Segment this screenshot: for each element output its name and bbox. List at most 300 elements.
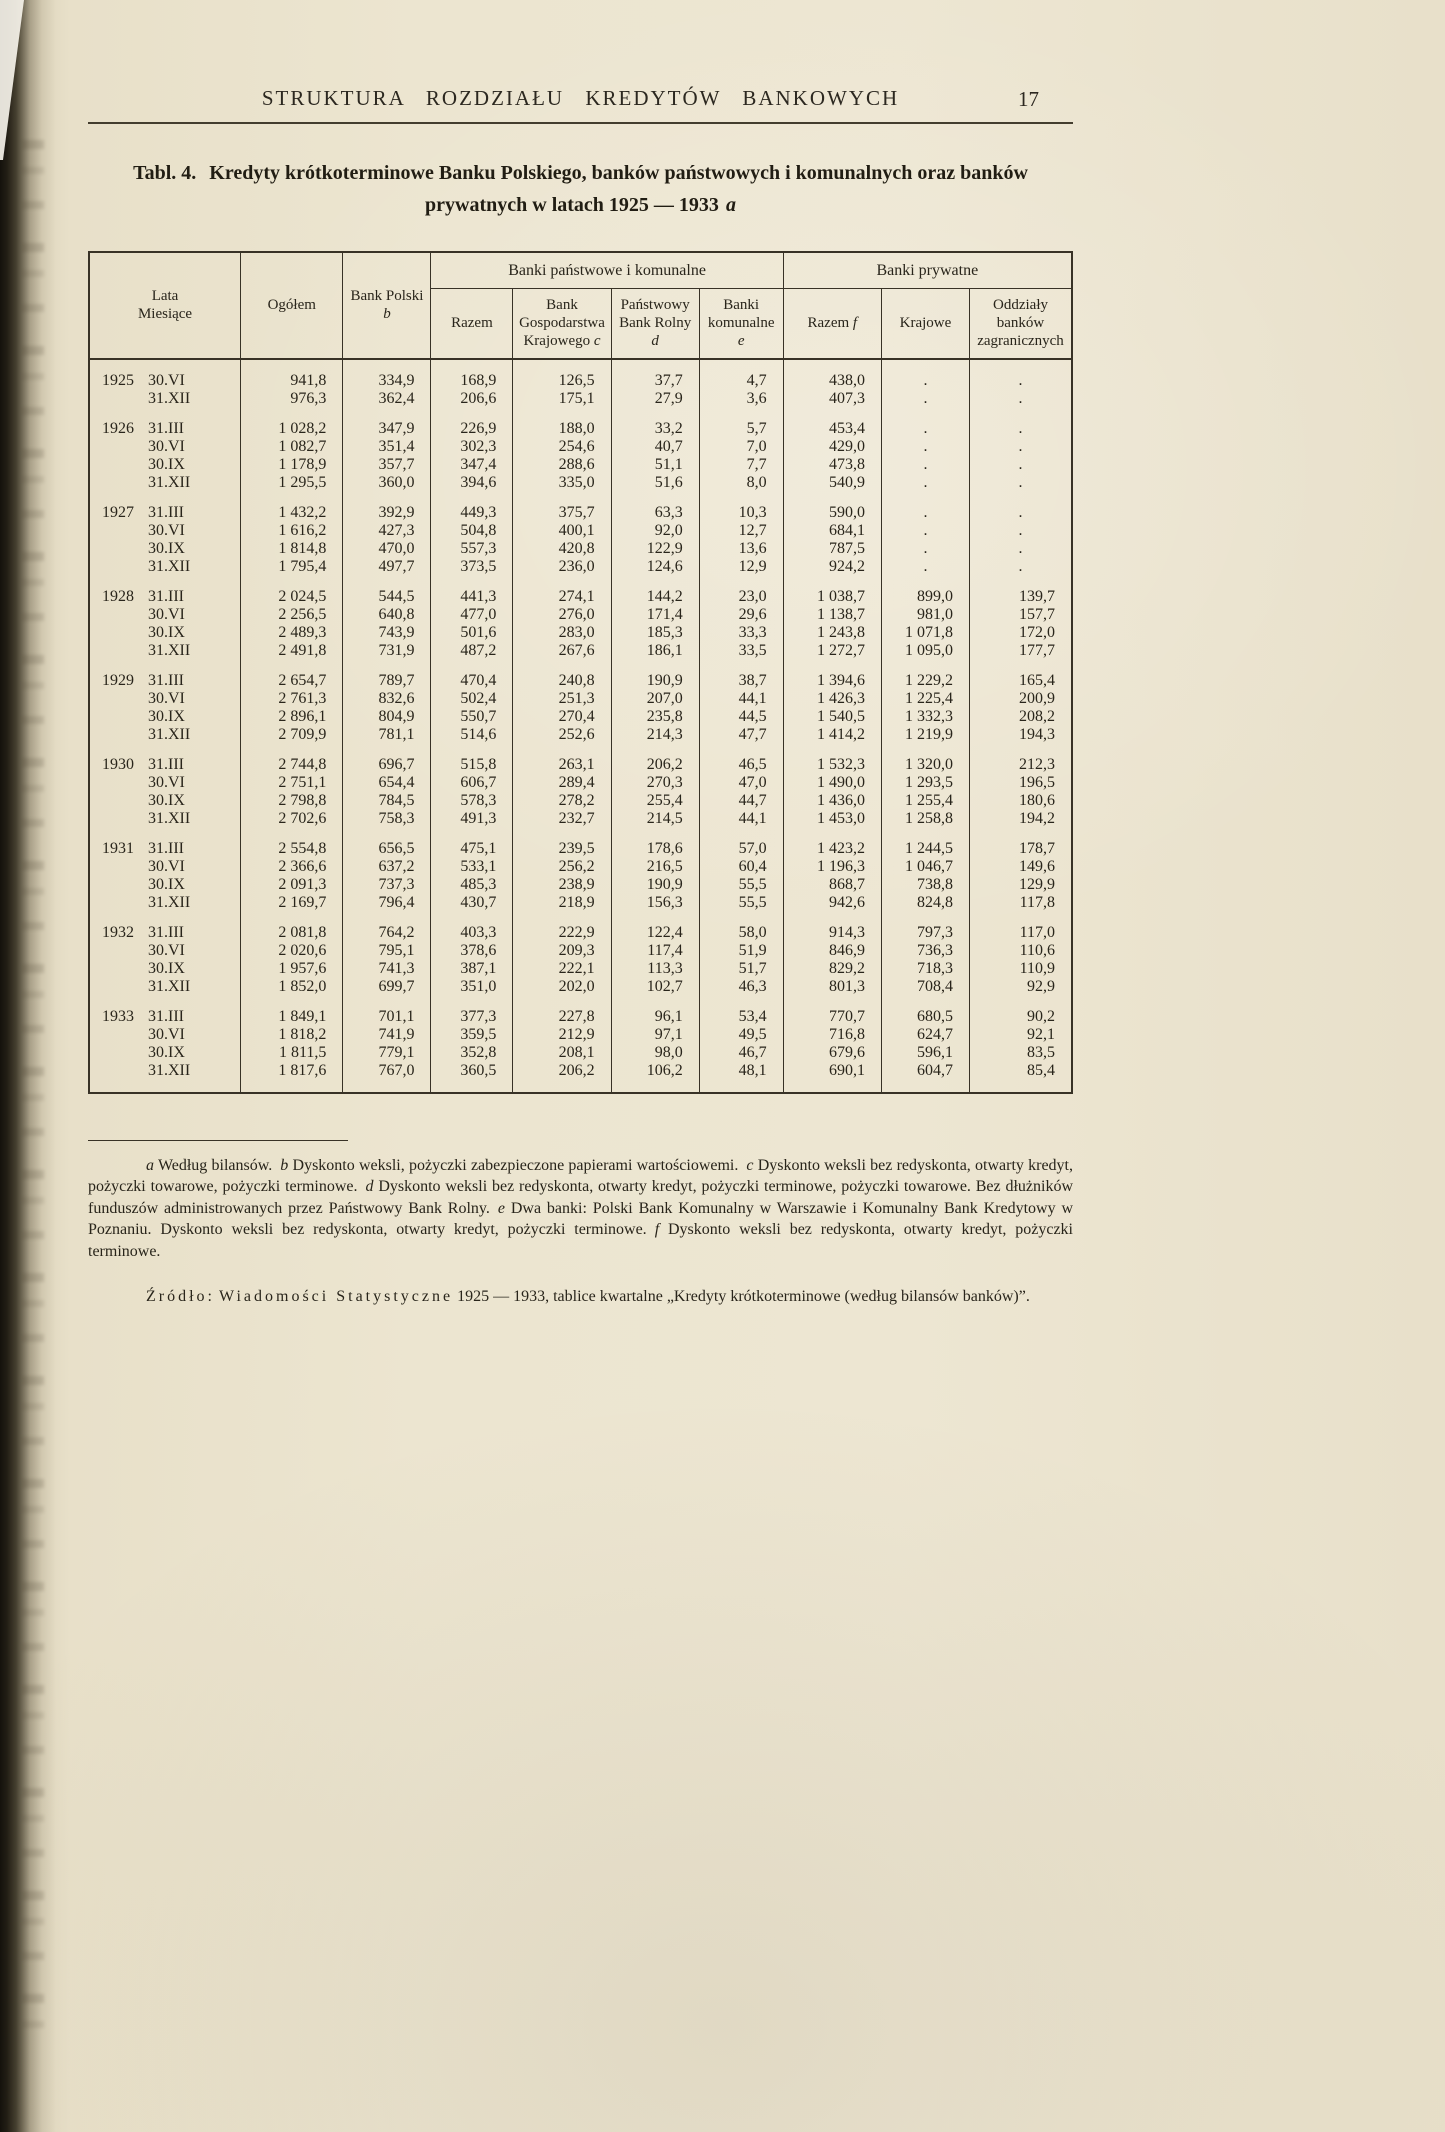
value-cell: 1 616,2 — [241, 522, 343, 540]
value-cell: 117,0 — [969, 912, 1072, 942]
col-header-bank-polski — [343, 252, 431, 358]
value-cell: 254,6 — [513, 438, 611, 456]
value-cell: 378,6 — [431, 942, 513, 960]
year-month-cell — [89, 642, 241, 660]
table-row — [89, 624, 1072, 642]
value-cell: 738,8 — [881, 876, 969, 894]
table-row — [89, 492, 1072, 522]
value-cell: 51,1 — [611, 456, 699, 474]
year-month-cell — [89, 1026, 241, 1044]
running-header-text: STRUKTURA ROZDZIAŁU KREDYTÓW BANKOWYCH — [261, 86, 900, 110]
value-cell: 1 436,0 — [783, 792, 881, 810]
value-cell: 58,0 — [699, 912, 783, 942]
value-cell: 801,3 — [783, 978, 881, 996]
year-month-cell — [89, 1062, 241, 1093]
value-cell: 741,3 — [343, 960, 431, 978]
value-cell: 2 654,7 — [241, 660, 343, 690]
value-cell: 263,1 — [513, 744, 611, 774]
month-label: 30.VI — [148, 605, 185, 623]
value-cell: 283,0 — [513, 624, 611, 642]
table-row — [89, 540, 1072, 558]
value-cell: 8,0 — [699, 474, 783, 492]
value-cell: 126,5 — [513, 359, 611, 390]
month-label: 30.VI — [148, 941, 185, 959]
value-cell: 781,1 — [343, 726, 431, 744]
value-cell: 737,3 — [343, 876, 431, 894]
value-cell: 824,8 — [881, 894, 969, 912]
value-cell: 51,6 — [611, 474, 699, 492]
table-row — [89, 810, 1072, 828]
col-header-oddzialy-label: Oddziały banków zagranicznych — [977, 296, 1064, 350]
value-cell: 696,7 — [343, 744, 431, 774]
value-cell: 1 453,0 — [783, 810, 881, 828]
col-header-krajowe — [881, 288, 969, 358]
value-cell: 267,6 — [513, 642, 611, 660]
value-cell: 475,1 — [431, 828, 513, 858]
year-label: 1928 — [102, 587, 134, 605]
value-cell: 491,3 — [431, 810, 513, 828]
col-header-komunalne-label: Banki komunalne — [707, 296, 775, 331]
value-cell: 92,0 — [611, 522, 699, 540]
year-month-cell — [89, 576, 241, 606]
value-cell: 770,7 — [783, 996, 881, 1026]
value-cell: 274,1 — [513, 576, 611, 606]
table-row — [89, 1062, 1072, 1093]
value-cell: 110,6 — [969, 942, 1072, 960]
value-cell: 473,8 — [783, 456, 881, 474]
value-cell: 196,5 — [969, 774, 1072, 792]
value-cell: 256,2 — [513, 858, 611, 876]
value-cell: 2 702,6 — [241, 810, 343, 828]
value-cell: 46,5 — [699, 744, 783, 774]
footnote-ref-c: c — [593, 333, 601, 350]
value-cell: 501,6 — [431, 624, 513, 642]
value-cell: 178,7 — [969, 828, 1072, 858]
year-month-cell — [89, 390, 241, 408]
value-cell: 604,7 — [881, 1062, 969, 1093]
value-cell: 533,1 — [431, 858, 513, 876]
value-cell: 97,1 — [611, 1026, 699, 1044]
value-cell: . — [969, 438, 1072, 456]
value-cell: 38,7 — [699, 660, 783, 690]
value-cell: 2 554,8 — [241, 828, 343, 858]
value-cell: 899,0 — [881, 576, 969, 606]
year-label: 1926 — [102, 419, 134, 437]
value-cell: 2 169,7 — [241, 894, 343, 912]
table-row — [89, 774, 1072, 792]
month-label: 31.XII — [148, 389, 191, 407]
value-cell: 1 423,2 — [783, 828, 881, 858]
value-cell: 2 491,8 — [241, 642, 343, 660]
value-cell: 2 798,8 — [241, 792, 343, 810]
year-month-cell — [89, 690, 241, 708]
footnote-separator — [88, 1140, 348, 1141]
year-label: 1933 — [102, 1007, 134, 1025]
value-cell: 178,6 — [611, 828, 699, 858]
year-month-cell — [89, 624, 241, 642]
value-cell: 764,2 — [343, 912, 431, 942]
value-cell: 477,0 — [431, 606, 513, 624]
value-cell: 188,0 — [513, 408, 611, 438]
value-cell: 1 490,0 — [783, 774, 881, 792]
value-cell: 7,0 — [699, 438, 783, 456]
value-cell: 202,0 — [513, 978, 611, 996]
table-row — [89, 606, 1072, 624]
value-cell: 779,1 — [343, 1044, 431, 1062]
table-row — [89, 894, 1072, 912]
month-label: 31.XII — [148, 641, 191, 659]
value-cell: 1 219,9 — [881, 726, 969, 744]
year-label: 1925 — [102, 371, 134, 389]
page-number: 17 — [1018, 87, 1039, 111]
value-cell: . — [881, 456, 969, 474]
value-cell: 53,4 — [699, 996, 783, 1026]
value-cell: 375,7 — [513, 492, 611, 522]
value-cell: 55,5 — [699, 894, 783, 912]
value-cell: . — [969, 359, 1072, 390]
month-label: 30.VI — [148, 689, 185, 707]
col-header-razem-f-label: Razem — [807, 314, 850, 331]
col-header-krajowe-label: Krajowe — [899, 314, 952, 331]
value-cell: 168,9 — [431, 359, 513, 390]
year-label: 1929 — [102, 671, 134, 689]
value-cell: 1 852,0 — [241, 978, 343, 996]
month-label: 31.III — [148, 671, 184, 689]
value-cell: 832,6 — [343, 690, 431, 708]
value-cell: 334,9 — [343, 359, 431, 390]
table-row — [89, 408, 1072, 438]
month-label: 30.IX — [148, 791, 185, 809]
col-header-razem — [431, 288, 513, 358]
table-caption — [128, 158, 1033, 221]
value-cell: 1 038,7 — [783, 576, 881, 606]
value-cell: . — [969, 492, 1072, 522]
value-cell: 289,4 — [513, 774, 611, 792]
value-cell: 110,9 — [969, 960, 1072, 978]
month-label: 30.IX — [148, 1043, 185, 1061]
value-cell: 171,4 — [611, 606, 699, 624]
col-header-razem-label: Razem — [451, 314, 493, 331]
year-month-cell — [89, 438, 241, 456]
value-cell: 351,4 — [343, 438, 431, 456]
value-cell: 2 709,9 — [241, 726, 343, 744]
year-month-cell — [89, 408, 241, 438]
source-rest: 1925 — 1933, tablice kwartalne — [457, 1288, 663, 1306]
footnote-marker: f — [654, 1221, 660, 1239]
value-cell: 1 432,2 — [241, 492, 343, 522]
value-cell: 637,2 — [343, 858, 431, 876]
value-cell: 252,6 — [513, 726, 611, 744]
value-cell: 276,0 — [513, 606, 611, 624]
table-row — [89, 858, 1072, 876]
value-cell: 90,2 — [969, 996, 1072, 1026]
value-cell: 1 225,4 — [881, 690, 969, 708]
value-cell: 302,3 — [431, 438, 513, 456]
value-cell: 55,5 — [699, 876, 783, 894]
value-cell: 12,9 — [699, 558, 783, 576]
value-cell: 1 138,7 — [783, 606, 881, 624]
value-cell: 129,9 — [969, 876, 1072, 894]
month-label: 31.XII — [148, 473, 191, 491]
year-month-cell — [89, 810, 241, 828]
value-cell: 194,2 — [969, 810, 1072, 828]
value-cell: 1 818,2 — [241, 1026, 343, 1044]
running-header — [88, 86, 1073, 122]
month-label: 30.IX — [148, 455, 185, 473]
table-row — [89, 792, 1072, 810]
value-cell: 1 532,3 — [783, 744, 881, 774]
value-cell: 1 811,5 — [241, 1044, 343, 1062]
value-cell: 113,3 — [611, 960, 699, 978]
value-cell: 438,0 — [783, 359, 881, 390]
value-cell: 504,8 — [431, 522, 513, 540]
value-cell: 453,4 — [783, 408, 881, 438]
value-cell: 914,3 — [783, 912, 881, 942]
year-label: 1930 — [102, 755, 134, 773]
month-label: 30.IX — [148, 875, 185, 893]
value-cell: . — [969, 456, 1072, 474]
value-cell: 1 295,5 — [241, 474, 343, 492]
month-label: 31.III — [148, 755, 184, 773]
value-cell: 352,8 — [431, 1044, 513, 1062]
value-cell: 804,9 — [343, 708, 431, 726]
value-cell: 640,8 — [343, 606, 431, 624]
year-month-cell — [89, 726, 241, 744]
footnotes-paragraph: a Według bilansów. b Dyskonto weksli, pożyczki zabezpieczone papierami wartościowemi. c Dyskonto weksli bez redyskonta, otwarty kredyt, pożyczki towarowe, pożyczki terminowe. d Dyskonto weksli bez redyskonta, otwarty kredyt, pożyczki terminowe, pożyczki towarowe. Bez dłużników funduszów administrowanych przez Państwowy Bank Rolny. e Dwa banki: Polski Bank Komunalny w Warszawie i Komunalny Bank Kredytowy w Poznaniu. Dyskonto weksli bez redyskonta, otwarty kredyt, pożyczki terminowe. f Dyskonto weksli bez redyskonta, otwarty kredyt, pożyczki terminowe. — [88, 1156, 1074, 1260]
ink-bleed-artifacts — [22, 140, 44, 2042]
value-cell: 124,6 — [611, 558, 699, 576]
footnote-ref-b: b — [383, 306, 391, 323]
value-cell: 2 020,6 — [241, 942, 343, 960]
table-row — [89, 438, 1072, 456]
value-cell: 47,7 — [699, 726, 783, 744]
value-cell: 57,0 — [699, 828, 783, 858]
value-cell: 172,0 — [969, 624, 1072, 642]
year-month-cell — [89, 1044, 241, 1062]
table-row — [89, 456, 1072, 474]
month-label: 30.IX — [148, 539, 185, 557]
value-cell: 2 024,5 — [241, 576, 343, 606]
value-cell: 37,7 — [611, 359, 699, 390]
value-cell: 680,5 — [881, 996, 969, 1026]
month-label: 31.III — [148, 839, 184, 857]
table-row — [89, 660, 1072, 690]
value-cell: 557,3 — [431, 540, 513, 558]
value-cell: 427,3 — [343, 522, 431, 540]
value-cell: 270,3 — [611, 774, 699, 792]
month-label: 30.VI — [148, 521, 185, 539]
value-cell: 716,8 — [783, 1026, 881, 1044]
value-cell: 190,9 — [611, 876, 699, 894]
footnote-ref-d: d — [651, 333, 659, 350]
value-cell: 33,5 — [699, 642, 783, 660]
value-cell: 139,7 — [969, 576, 1072, 606]
year-month-cell — [89, 474, 241, 492]
month-label: 30.VI — [148, 437, 185, 455]
table-row — [89, 642, 1072, 660]
value-cell: 449,3 — [431, 492, 513, 522]
value-cell: 377,3 — [431, 996, 513, 1026]
value-cell: 784,5 — [343, 792, 431, 810]
value-cell: 5,7 — [699, 408, 783, 438]
value-cell: 701,1 — [343, 996, 431, 1026]
value-cell: 656,5 — [343, 828, 431, 858]
value-cell: 731,9 — [343, 642, 431, 660]
year-label: 1932 — [102, 923, 134, 941]
value-cell: 212,9 — [513, 1026, 611, 1044]
year-month-cell — [89, 960, 241, 978]
value-cell: . — [969, 390, 1072, 408]
value-cell: 846,9 — [783, 942, 881, 960]
month-label: 31.XII — [148, 557, 191, 575]
value-cell: 430,7 — [431, 894, 513, 912]
value-cell: 208,1 — [513, 1044, 611, 1062]
value-cell: 232,7 — [513, 810, 611, 828]
value-cell: 44,1 — [699, 690, 783, 708]
month-label: 31.XII — [148, 809, 191, 827]
value-cell: 51,9 — [699, 942, 783, 960]
value-cell: 227,8 — [513, 996, 611, 1026]
value-cell: . — [881, 492, 969, 522]
value-cell: 33,2 — [611, 408, 699, 438]
value-cell: 122,4 — [611, 912, 699, 942]
value-cell: 1 814,8 — [241, 540, 343, 558]
value-cell: 165,4 — [969, 660, 1072, 690]
value-cell: 544,5 — [343, 576, 431, 606]
table-row — [89, 978, 1072, 996]
value-cell: 578,3 — [431, 792, 513, 810]
value-cell: 47,0 — [699, 774, 783, 792]
value-cell: . — [881, 359, 969, 390]
caption-prefix: Tabl. 4. — [133, 162, 197, 184]
source-paragraph — [88, 1286, 1073, 1309]
value-cell: 942,6 — [783, 894, 881, 912]
table-row — [89, 522, 1072, 540]
value-cell: 48,1 — [699, 1062, 783, 1093]
value-cell: 1 243,8 — [783, 624, 881, 642]
value-cell: 1 272,7 — [783, 642, 881, 660]
value-cell: 789,7 — [343, 660, 431, 690]
value-cell: . — [969, 474, 1072, 492]
value-cell: 180,6 — [969, 792, 1072, 810]
group-header-panstwowe — [431, 252, 783, 288]
month-label: 30.VI — [148, 1025, 185, 1043]
value-cell: 403,3 — [431, 912, 513, 942]
value-cell: 240,8 — [513, 660, 611, 690]
footnote-marker: e — [497, 1199, 505, 1217]
value-cell: . — [881, 540, 969, 558]
footnote-marker: d — [365, 1178, 374, 1196]
value-cell: 49,5 — [699, 1026, 783, 1044]
value-cell: 208,2 — [969, 708, 1072, 726]
value-cell: . — [969, 558, 1072, 576]
source-quote: „Kredyty krótkoterminowe (według bilansów banków)”. — [666, 1288, 1030, 1306]
month-label: 30.VI — [148, 371, 185, 389]
credit-table-body — [89, 359, 1072, 1093]
table-row — [89, 576, 1072, 606]
value-cell: 207,0 — [611, 690, 699, 708]
caption-footnote-ref: a — [725, 193, 736, 216]
value-cell: 373,5 — [431, 558, 513, 576]
value-cell: 149,6 — [969, 858, 1072, 876]
table-row — [89, 1026, 1072, 1044]
value-cell: 470,0 — [343, 540, 431, 558]
value-cell: 2 896,1 — [241, 708, 343, 726]
value-cell: 941,8 — [241, 359, 343, 390]
value-cell: 222,1 — [513, 960, 611, 978]
value-cell: 1 178,9 — [241, 456, 343, 474]
value-cell: 98,0 — [611, 1044, 699, 1062]
value-cell: 44,7 — [699, 792, 783, 810]
value-cell: 60,4 — [699, 858, 783, 876]
value-cell: 407,3 — [783, 390, 881, 408]
value-cell: 96,1 — [611, 996, 699, 1026]
value-cell: 1 795,4 — [241, 558, 343, 576]
value-cell: 441,3 — [431, 576, 513, 606]
month-label: 31.III — [148, 1007, 184, 1025]
col-header-lata-miesiace — [89, 252, 241, 358]
value-cell: 102,7 — [611, 978, 699, 996]
table-row — [89, 996, 1072, 1026]
value-cell: 10,3 — [699, 492, 783, 522]
value-cell: 485,3 — [431, 876, 513, 894]
col-header-bgk-label: Bank Gospodarstwa Krajowego — [519, 296, 605, 350]
table-row — [89, 1044, 1072, 1062]
year-month-cell — [89, 792, 241, 810]
value-cell: 190,9 — [611, 660, 699, 690]
year-month-cell — [89, 942, 241, 960]
footnote-ref-e: e — [737, 333, 745, 350]
value-cell: 690,1 — [783, 1062, 881, 1093]
value-cell: . — [881, 558, 969, 576]
col-header-pbr — [611, 288, 699, 358]
value-cell: 23,0 — [699, 576, 783, 606]
value-cell: 429,0 — [783, 438, 881, 456]
source-title: Wiadomości Statystyczne — [219, 1288, 454, 1306]
value-cell: 1 258,8 — [881, 810, 969, 828]
table-row — [89, 960, 1072, 978]
col-header-bank-polski-label: Bank Polski — [350, 288, 424, 305]
value-cell: 624,7 — [881, 1026, 969, 1044]
value-cell: 795,1 — [343, 942, 431, 960]
value-cell: 502,4 — [431, 690, 513, 708]
value-cell: 4,7 — [699, 359, 783, 390]
value-cell: 387,1 — [431, 960, 513, 978]
year-month-cell — [89, 708, 241, 726]
value-cell: 736,3 — [881, 942, 969, 960]
year-month-cell — [89, 606, 241, 624]
footnote-marker: a — [146, 1156, 154, 1174]
value-cell: 12,7 — [699, 522, 783, 540]
value-cell: 347,4 — [431, 456, 513, 474]
value-cell: 335,0 — [513, 474, 611, 492]
value-cell: 236,0 — [513, 558, 611, 576]
value-cell: 514,6 — [431, 726, 513, 744]
value-cell: 796,4 — [343, 894, 431, 912]
month-label: 31.XII — [148, 893, 191, 911]
value-cell: 1 046,7 — [881, 858, 969, 876]
value-cell: 1 414,2 — [783, 726, 881, 744]
value-cell: 357,7 — [343, 456, 431, 474]
value-cell: 1 293,5 — [881, 774, 969, 792]
value-cell: 1 849,1 — [241, 996, 343, 1026]
month-label: 31.III — [148, 419, 184, 437]
value-cell: 29,6 — [699, 606, 783, 624]
table-row — [89, 558, 1072, 576]
page-content — [88, 86, 1073, 1309]
table-row — [89, 690, 1072, 708]
year-month-cell — [89, 894, 241, 912]
